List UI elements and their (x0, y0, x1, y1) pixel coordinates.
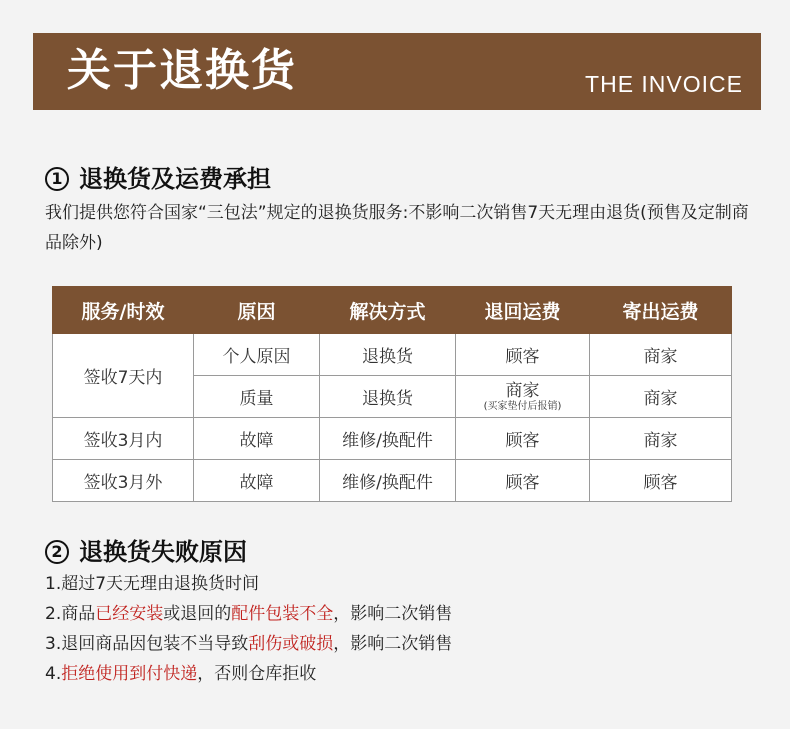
cell-return-fee: 顾客 (456, 460, 590, 502)
section2-title: 退换货失败原因 (79, 538, 247, 566)
banner-title: 关于退换货 (67, 45, 297, 96)
section1-title: 退换货及运费承担 (79, 165, 271, 193)
table-row (53, 460, 732, 502)
cell-reason: 故障 (194, 460, 320, 502)
table-row (53, 418, 732, 460)
cell-send-fee: 商家 (590, 334, 732, 376)
table-header: 退回运费 (456, 287, 590, 334)
cell-send-fee: 商家 (590, 376, 732, 418)
return-fee-note: (买家垫付后报销) (483, 400, 562, 412)
cell-reason: 个人原因 (194, 334, 320, 376)
cell-period: 签收7天内 (53, 334, 194, 418)
cell-send-fee: 商家 (590, 418, 732, 460)
number-1-icon: 1 (45, 167, 69, 191)
cell-reason: 故障 (194, 418, 320, 460)
failure-list (45, 569, 765, 689)
section-shipping-costs (45, 164, 765, 258)
cell-return-fee (456, 376, 590, 418)
table-row (53, 334, 732, 376)
cell-solution: 退换货 (320, 334, 456, 376)
list-item: 1.超过7天无理由退换货时间 (45, 574, 260, 594)
cell-return-fee: 顾客 (456, 334, 590, 376)
section1-text: 我们提供您符合国家“三包法”规定的退换货服务:不影响二次销售7天无理由退货(预售及定制商品除外) (45, 203, 749, 253)
banner-subtitle: THE INVOICE (585, 71, 743, 97)
list-item: 2.商品已经安装或退回的配件包装不全，影响二次销售 (45, 604, 453, 624)
number-2-icon: 2 (45, 540, 69, 564)
cell-solution: 维修/换配件 (320, 460, 456, 502)
table-header-row (53, 287, 732, 334)
section1-heading (45, 164, 765, 194)
cell-send-fee: 顾客 (590, 460, 732, 502)
table-header: 原因 (194, 287, 320, 334)
table-header: 解决方式 (320, 287, 456, 334)
cell-return-fee: 顾客 (456, 418, 590, 460)
table-header: 服务/时效 (53, 287, 194, 334)
return-fee-label: 商家 (505, 380, 540, 401)
section2-heading (45, 537, 765, 567)
cell-period: 签收3月外 (53, 460, 194, 502)
section-failure-reasons (45, 537, 765, 689)
list-item: 4.拒绝使用到付快递，否则仓库拒收 (45, 664, 317, 684)
header-banner (33, 33, 761, 110)
cell-solution: 退换货 (320, 376, 456, 418)
cell-solution: 维修/换配件 (320, 418, 456, 460)
table-header: 寄出运费 (590, 287, 732, 334)
service-table (52, 286, 732, 502)
cell-reason: 质量 (194, 376, 320, 418)
cell-period: 签收3月内 (53, 418, 194, 460)
list-item: 3.退回商品因包装不当导致刮伤或破损，影响二次销售 (45, 634, 453, 654)
